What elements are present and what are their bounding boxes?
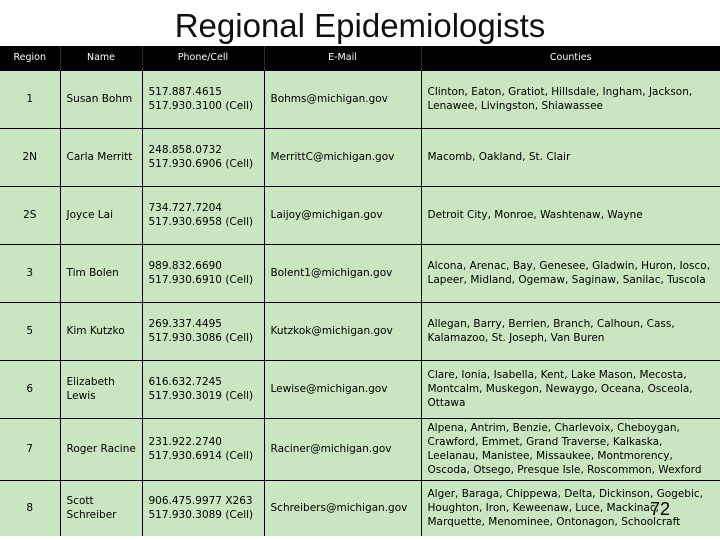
name-cell: Scott Schreiber <box>60 480 142 536</box>
cell-number: 517.930.6914 (Cell) <box>148 450 254 462</box>
table-row <box>0 70 720 128</box>
phone-number: 734.727.7204 <box>148 202 222 214</box>
table-row <box>0 186 720 244</box>
phone-number: 989.832.6690 <box>148 260 222 272</box>
cell-number: 517.930.6906 (Cell) <box>148 158 254 170</box>
name-cell: Tim Bolen <box>60 244 142 302</box>
phone-number: 248.858.0732 <box>148 144 222 156</box>
column-header-counties: Counties <box>549 52 592 64</box>
name-cell: Kim Kutzko <box>60 302 142 360</box>
email-cell: Raciner@michigan.gov <box>264 418 421 480</box>
counties-cell: Macomb, Oakland, St. Clair <box>427 151 571 163</box>
region-cell: 6 <box>0 360 60 418</box>
cell-number: 517.930.3019 (Cell) <box>148 390 254 402</box>
region-cell: 7 <box>0 418 60 480</box>
cell-number: 517.930.6958 (Cell) <box>148 216 254 228</box>
counties-cell: Detroit City, Monroe, Washtenaw, Wayne <box>427 209 643 221</box>
phone-number: 517.887.4615 <box>148 86 222 98</box>
name-cell: Roger Racine <box>60 418 142 480</box>
table-row <box>0 480 720 536</box>
region-cell: 2N <box>0 128 60 186</box>
counties-cell: Alger, Baraga, Chippewa, Delta, Dickinson, Gogebic, Houghton, Iron, Keweenaw, Luce, Mackinac, Marquette, Menominee, Ontonagon, Schoolcraft <box>427 488 703 529</box>
name-cell: Elizabeth Lewis <box>60 360 142 418</box>
page-title: Regional Epidemiologists <box>174 7 546 44</box>
column-header-name: Name <box>60 46 142 70</box>
counties-cell: Clinton, Eaton, Gratiot, Hillsdale, Ingham, Jackson, Lenawee, Livingston, Shiawassee <box>427 86 693 112</box>
phone-number: 616.632.7245 <box>148 376 222 388</box>
epidemiologists-table <box>0 46 720 536</box>
phone-cell <box>142 128 264 186</box>
email-cell: Laijoy@michigan.gov <box>264 186 421 244</box>
counties-cell: Alpena, Antrim, Benzie, Charlevoix, Cheboygan, Crawford, Emmet, Grand Traverse, Kalkaska, Leelanau, Manistee, Missaukee, Montmorency, Oscoda, Otsego, Presque Isle, Roscommon, Wexford <box>427 422 702 476</box>
region-cell: 8 <box>0 480 60 536</box>
cell-number: 517.930.3086 (Cell) <box>148 332 254 344</box>
cell-number: 517.930.3089 (Cell) <box>148 509 254 522</box>
phone-number: 231.922.2740 <box>148 436 222 448</box>
table-header-row <box>0 46 720 70</box>
region-cell: 5 <box>0 302 60 360</box>
region-cell: 3 <box>0 244 60 302</box>
region-cell: 1 <box>0 70 60 128</box>
counties-cell: Alcona, Arenac, Bay, Genesee, Gladwin, Huron, Iosco, Lapeer, Midland, Ogemaw, Saginaw, Sanilac, Tuscola <box>427 260 711 286</box>
counties-cell: Clare, Ionia, Isabella, Kent, Lake Mason, Mecosta, Montcalm, Muskegon, Newaygo, Oceana, Osceola, Ottawa <box>427 369 693 409</box>
email-cell: Bohms@michigan.gov <box>264 70 421 128</box>
column-header-email: E-Mail <box>264 46 421 70</box>
phone-number: 906.475.9977 X263 <box>148 495 253 508</box>
page-number: 72 <box>650 499 671 519</box>
phone-cell <box>142 302 264 360</box>
table-row <box>0 302 720 360</box>
column-header-region: Region <box>0 46 60 70</box>
column-header-phone: Phone/Cell <box>142 46 264 70</box>
email-cell: Bolent1@michigan.gov <box>264 244 421 302</box>
email-cell: Lewise@michigan.gov <box>264 360 421 418</box>
table-row <box>0 418 720 480</box>
phone-cell <box>142 186 264 244</box>
cell-number: 517.930.6910 (Cell) <box>148 274 254 286</box>
phone-cell <box>142 480 264 536</box>
region-cell: 2S <box>0 186 60 244</box>
email-cell: Kutzkok@michigan.gov <box>264 302 421 360</box>
table-row <box>0 128 720 186</box>
email-cell: MerrittC@michigan.gov <box>264 128 421 186</box>
name-cell: Susan Bohm <box>60 70 142 128</box>
cell-number: 517.930.3100 (Cell) <box>148 100 254 112</box>
name-cell: Carla Merritt <box>60 128 142 186</box>
phone-cell <box>142 360 264 418</box>
table-row <box>0 360 720 418</box>
table-row <box>0 244 720 302</box>
phone-cell <box>142 418 264 480</box>
email-cell: Schreibers@michigan.gov <box>264 480 421 536</box>
phone-cell <box>142 70 264 128</box>
phone-number: 269.337.4495 <box>148 318 222 330</box>
phone-cell <box>142 244 264 302</box>
name-cell: Joyce Lai <box>60 186 142 244</box>
counties-cell: Allegan, Barry, Berrien, Branch, Calhoun, Cass, Kalamazoo, St. Joseph, Van Buren <box>427 318 675 344</box>
